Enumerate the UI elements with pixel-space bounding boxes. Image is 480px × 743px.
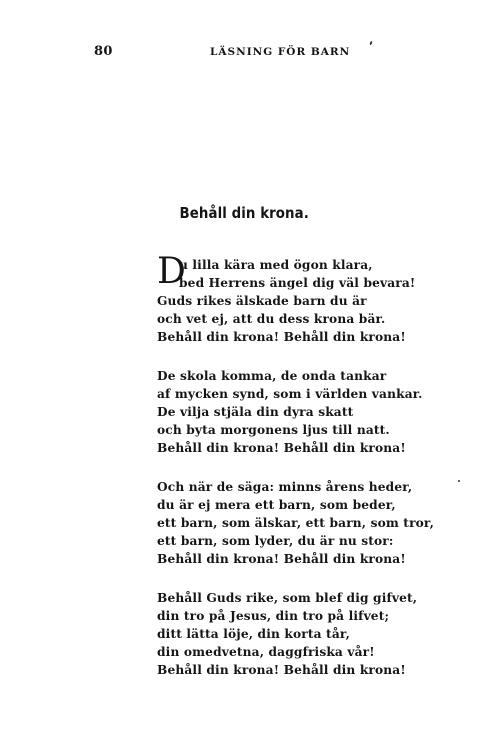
poem-title: Behåll din krona. bbox=[179, 204, 309, 222]
poem-line: din tro på Jesus, din tro på lifvet; bbox=[157, 609, 390, 623]
poem-line: ett barn, som lyder, du är nu stor: bbox=[157, 534, 394, 548]
poem-line: af mycken synd, som i världen vankar. bbox=[157, 387, 423, 401]
poem-line: ett barn, som älskar, ett barn, som tror, bbox=[157, 516, 434, 530]
print-speck bbox=[458, 480, 460, 482]
poem-line: Guds rikes älskade barn du är bbox=[157, 294, 367, 308]
poem-line: Behåll Guds rike, som blef dig gifvet, bbox=[157, 591, 418, 605]
stanza-2 bbox=[157, 367, 457, 457]
poem-refrain: Behåll din krona! Behåll din krona! bbox=[157, 330, 406, 344]
running-head: LÄSNING FÖR BARN bbox=[210, 46, 351, 58]
poem-line: De vilja stjäla din dyra skatt bbox=[157, 405, 354, 419]
drop-cap: D bbox=[157, 251, 187, 292]
poem-refrain: Behåll din krona! Behåll din krona! bbox=[157, 441, 406, 455]
poem-line-text: u lilla kära med ögon klara, bbox=[179, 258, 373, 272]
stanza-1 bbox=[157, 251, 457, 346]
print-speck bbox=[369, 41, 372, 45]
stanza-3 bbox=[157, 478, 457, 568]
poem-line: och vet ej, att du dess krona bär. bbox=[157, 312, 386, 326]
poem-body bbox=[157, 251, 457, 700]
poem-refrain: Behåll din krona! Behåll din krona! bbox=[157, 663, 406, 677]
poem-refrain: Behåll din krona! Behåll din krona! bbox=[157, 552, 406, 566]
poem-line: din omedvetna, daggfriska vår! bbox=[157, 645, 375, 659]
poem-line: Och när de säga: minns årens heder, bbox=[157, 480, 413, 494]
stanza-4 bbox=[157, 589, 457, 679]
poem-line: ditt lätta löje, din korta tår, bbox=[157, 627, 350, 641]
poem-line: De skola komma, de onda tankar bbox=[157, 369, 387, 383]
poem-line: bed Herrens ängel dig väl bevara! bbox=[179, 276, 416, 290]
poem-line: du är ej mera ett barn, som beder, bbox=[157, 498, 396, 512]
poem-line: och byta morgonens ljus till natt. bbox=[157, 423, 390, 437]
page-number: 80 bbox=[94, 44, 113, 59]
